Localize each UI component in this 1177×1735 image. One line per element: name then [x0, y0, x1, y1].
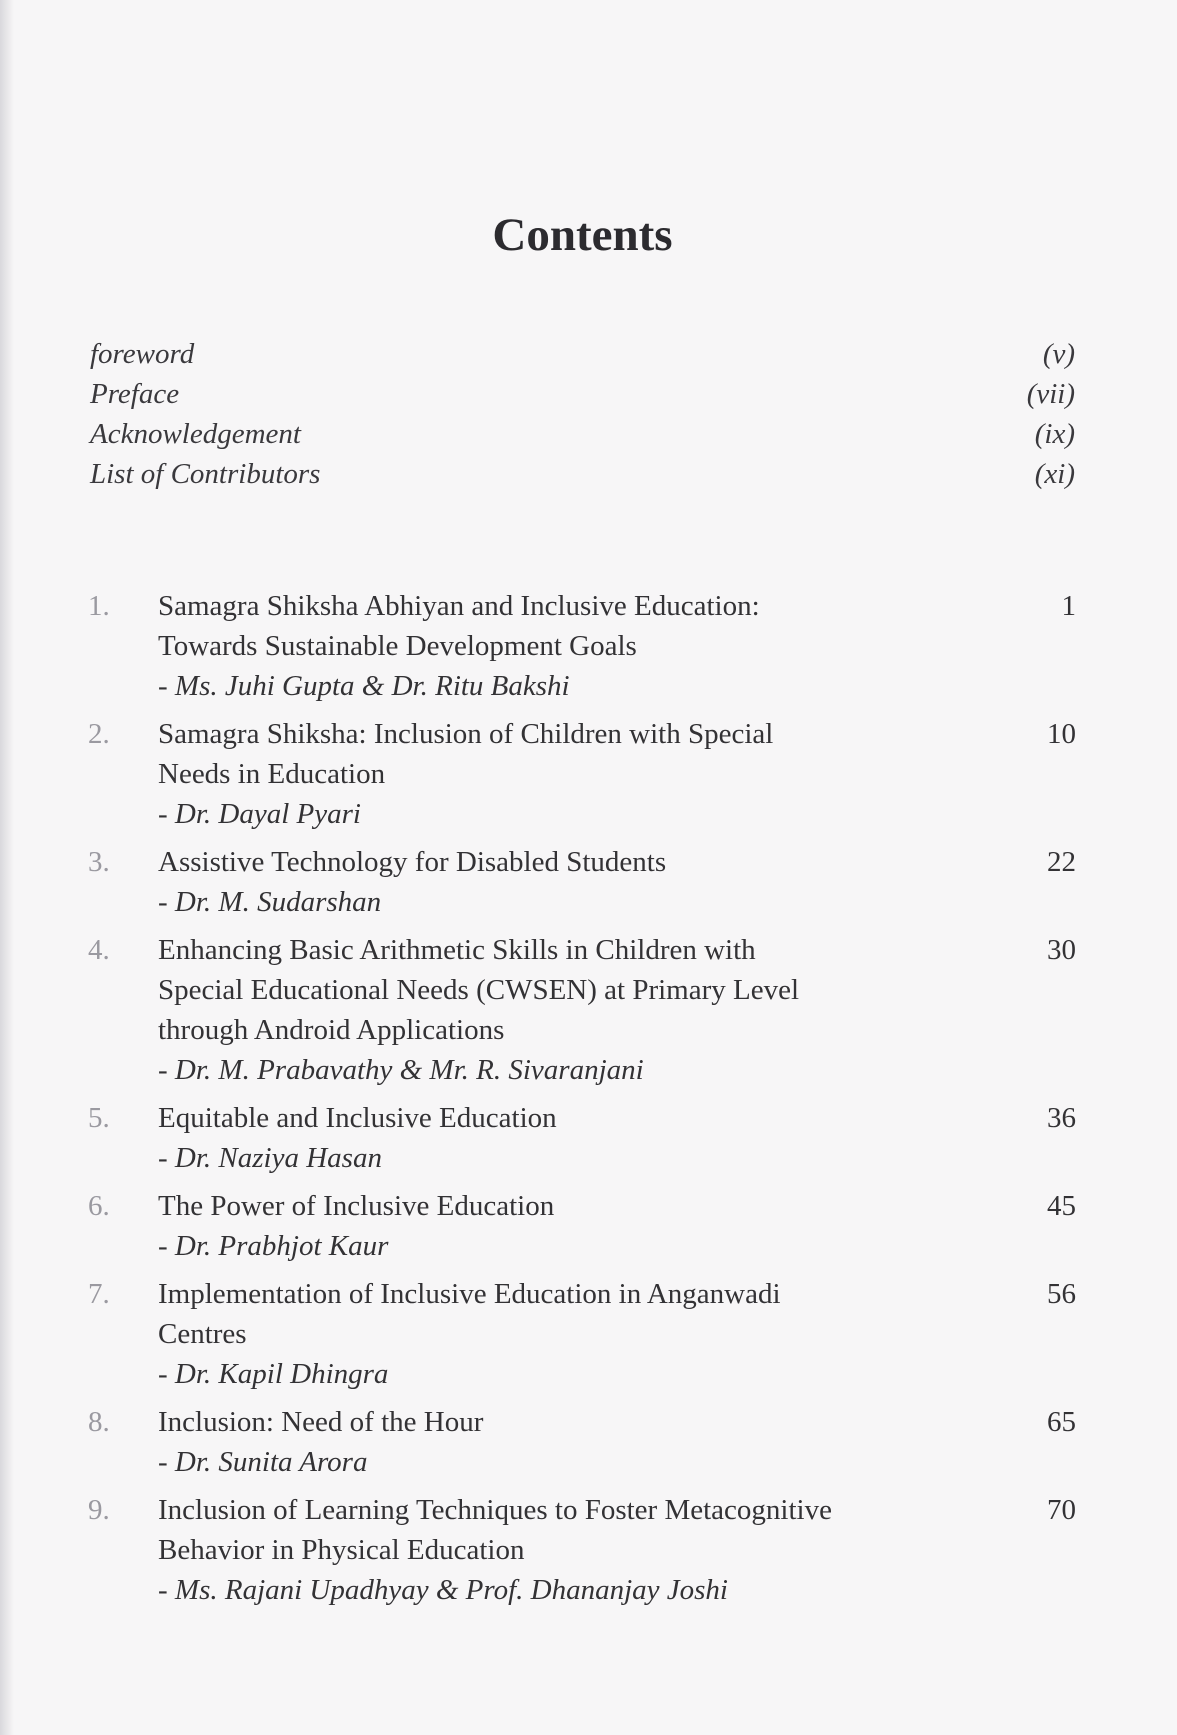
chapter-body [158, 1098, 986, 1178]
front-matter-page: (vii) [1026, 378, 1075, 410]
front-matter-item[interactable] [90, 414, 1075, 454]
chapter-number: 9. [88, 1494, 110, 1526]
chapter-page: 10 [1047, 718, 1076, 750]
chapter-author: - Dr. M. Sudarshan [158, 886, 382, 918]
front-matter-title: Preface [90, 378, 180, 410]
chapter-title: Inclusion of Learning Techniques to Foster Metacognitive Behavior in Physical Education [158, 1494, 832, 1566]
chapter-number: 8. [88, 1406, 110, 1438]
chapter-title: Enhancing Basic Arithmetic Skills in Children with Special Educational Needs (CWSEN) at Primary Level through Android Applications [158, 934, 800, 1046]
chapter-author: - Dr. Prabhjot Kaur [158, 1230, 389, 1262]
chapter-entry[interactable] [88, 930, 1076, 1090]
chapter-entry[interactable] [88, 842, 1076, 922]
chapter-page: 56 [1047, 1278, 1076, 1310]
chapter-number: 2. [88, 718, 110, 750]
chapter-entry[interactable] [88, 586, 1076, 706]
chapter-author: - Ms. Juhi Gupta & Dr. Ritu Bakshi [158, 670, 570, 702]
page-title: Contents [492, 209, 673, 261]
chapter-author: - Ms. Rajani Upadhyay & Prof. Dhananjay Joshi [158, 1574, 728, 1606]
chapter-body [158, 1402, 986, 1482]
chapter-title: Inclusion: Need of the Hour [158, 1406, 484, 1438]
front-matter-item[interactable] [90, 374, 1075, 414]
chapter-author: - Dr. Naziya Hasan [158, 1142, 382, 1174]
front-matter-title: Acknowledgement [90, 418, 301, 450]
chapter-author: - Dr. Kapil Dhingra [158, 1358, 389, 1390]
chapter-page: 1 [1061, 590, 1076, 622]
chapter-number: 4. [88, 934, 110, 966]
chapter-page: 65 [1047, 1406, 1076, 1438]
chapter-number: 6. [88, 1190, 110, 1222]
chapter-body [158, 714, 986, 834]
chapter-title: The Power of Inclusive Education [158, 1190, 555, 1222]
chapter-body [158, 842, 986, 922]
front-matter-page: (ix) [1034, 418, 1075, 450]
chapter-page: 36 [1047, 1102, 1076, 1134]
chapter-page: 22 [1047, 846, 1076, 878]
chapter-body [158, 1490, 986, 1610]
front-matter-list [90, 334, 1075, 494]
front-matter-title: foreword [90, 338, 195, 370]
chapter-body [158, 586, 986, 706]
chapter-entry[interactable] [88, 1274, 1076, 1394]
chapter-author: - Dr. M. Prabavathy & Mr. R. Sivaranjani [158, 1054, 644, 1086]
chapter-title: Assistive Technology for Disabled Students [158, 846, 667, 878]
front-matter-page: (v) [1042, 338, 1075, 370]
chapter-author: - Dr. Dayal Pyari [158, 798, 361, 830]
chapter-entry[interactable] [88, 1098, 1076, 1178]
front-matter-title: List of Contributors [90, 458, 321, 490]
front-matter-item[interactable] [90, 334, 1075, 374]
chapter-number: 3. [88, 846, 110, 878]
chapter-page: 45 [1047, 1190, 1076, 1222]
chapter-number: 7. [88, 1278, 110, 1310]
chapter-title: Equitable and Inclusive Education [158, 1102, 557, 1134]
chapter-entry[interactable] [88, 1186, 1076, 1266]
chapter-author: - Dr. Sunita Arora [158, 1446, 368, 1478]
chapter-title: Implementation of Inclusive Education in Anganwadi Centres [158, 1278, 781, 1350]
chapter-number: 5. [88, 1102, 110, 1134]
chapter-body [158, 930, 986, 1090]
chapter-title: Samagra Shiksha: Inclusion of Children with Special Needs in Education [158, 718, 774, 790]
chapter-title: Samagra Shiksha Abhiyan and Inclusive Education: Towards Sustainable Development Goals [158, 590, 760, 662]
chapter-number: 1. [88, 590, 110, 622]
chapter-entry[interactable] [88, 714, 1076, 834]
chapter-body [158, 1274, 986, 1394]
chapter-entry[interactable] [88, 1490, 1076, 1610]
chapter-list [88, 586, 1076, 1618]
chapter-page: 70 [1047, 1494, 1076, 1526]
chapter-entry[interactable] [88, 1402, 1076, 1482]
chapter-body [158, 1186, 986, 1266]
front-matter-item[interactable] [90, 454, 1075, 494]
chapter-page: 30 [1047, 934, 1076, 966]
front-matter-page: (xi) [1034, 458, 1075, 490]
